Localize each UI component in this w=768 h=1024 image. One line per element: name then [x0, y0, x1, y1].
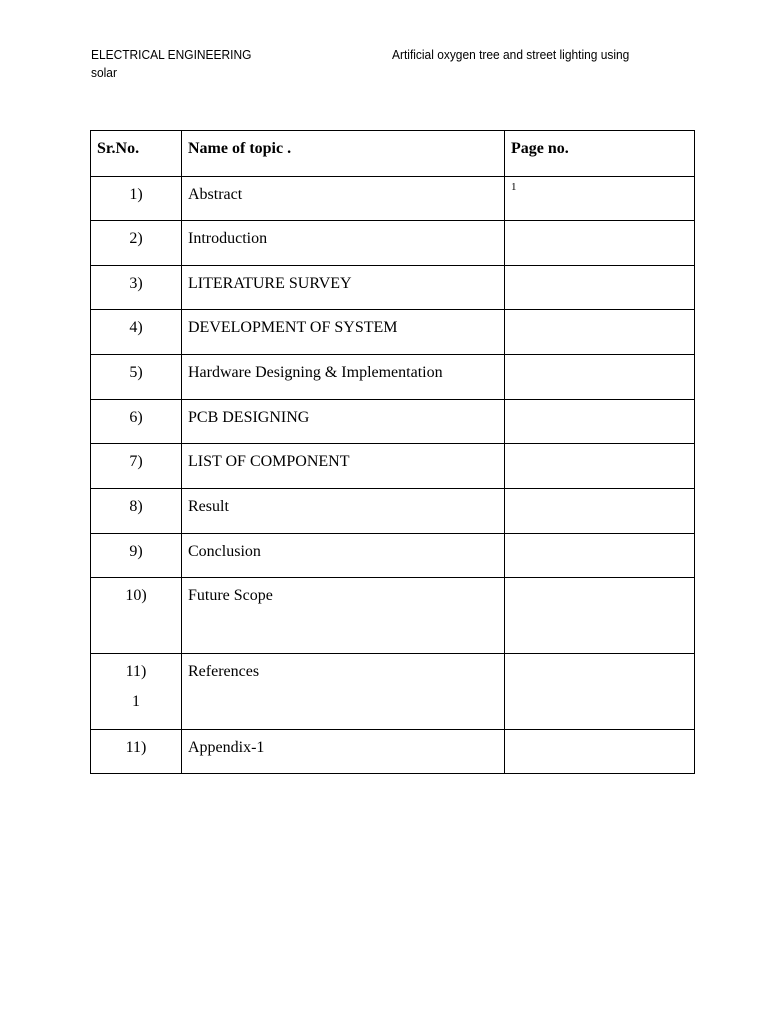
- header-department: ELECTRICAL ENGINEERING: [91, 47, 252, 62]
- row-topic: LITERATURE SURVEY: [182, 266, 505, 310]
- table-row: [91, 654, 695, 730]
- row-sr-no: 10): [91, 578, 182, 654]
- header-project-title: Artificial oxygen tree and street lighting using: [392, 47, 630, 62]
- row-topic: LIST OF COMPONENT: [182, 444, 505, 489]
- row-page-no: [505, 221, 695, 266]
- table-row: [91, 266, 695, 310]
- row-page-no: [505, 400, 695, 444]
- table-row: [91, 177, 695, 221]
- row-page-value: 1: [511, 181, 517, 193]
- table-header-row: [91, 131, 695, 177]
- column-header-topic: Name of topic .: [182, 131, 505, 177]
- table-row: [91, 310, 695, 355]
- row-topic: Conclusion: [182, 534, 505, 578]
- row-page-no: [505, 444, 695, 489]
- row-sr-no: [91, 654, 182, 730]
- table-row: [91, 730, 695, 774]
- row-page-no: [505, 578, 695, 654]
- table-row: [91, 355, 695, 400]
- row-sr-no: 4): [91, 310, 182, 355]
- row-sr-no: 1): [91, 177, 182, 221]
- row-topic: DEVELOPMENT OF SYSTEM: [182, 310, 505, 355]
- row-topic: References: [182, 654, 505, 730]
- row-page-no: [505, 177, 695, 221]
- row-topic: PCB DESIGNING: [182, 400, 505, 444]
- table-row: [91, 444, 695, 489]
- row-page-no: [505, 355, 695, 400]
- row-sr-no: 6): [91, 400, 182, 444]
- row-page-no: [505, 489, 695, 534]
- row-sr-no: 2): [91, 221, 182, 266]
- row-sr-no: 9): [91, 534, 182, 578]
- row-page-no: [505, 266, 695, 310]
- table-row: [91, 489, 695, 534]
- row-topic: Abstract: [182, 177, 505, 221]
- row-topic: Appendix-1: [182, 730, 505, 774]
- table-row: [91, 534, 695, 578]
- row-sr-no: 7): [91, 444, 182, 489]
- header-project-title-continued: solar: [91, 65, 117, 80]
- row-sr-no-value: 11): [125, 663, 147, 680]
- table-row: [91, 221, 695, 266]
- table-of-contents: [90, 130, 695, 774]
- row-topic: Hardware Designing & Implementation: [182, 355, 505, 400]
- column-header-sr-no: Sr.No.: [91, 131, 182, 177]
- row-page-no: [505, 654, 695, 730]
- row-topic: Future Scope: [182, 578, 505, 654]
- row-topic: Introduction: [182, 221, 505, 266]
- row-page-no: [505, 310, 695, 355]
- row-sr-no-subvalue: 1: [132, 693, 140, 710]
- table-row: [91, 578, 695, 654]
- row-sr-no: 8): [91, 489, 182, 534]
- row-sr-no: 5): [91, 355, 182, 400]
- row-page-no: [505, 730, 695, 774]
- row-sr-no: 11): [91, 730, 182, 774]
- row-topic: Result: [182, 489, 505, 534]
- row-sr-no: 3): [91, 266, 182, 310]
- row-page-no: [505, 534, 695, 578]
- table-row: [91, 400, 695, 444]
- column-header-page-no: Page no.: [505, 131, 695, 177]
